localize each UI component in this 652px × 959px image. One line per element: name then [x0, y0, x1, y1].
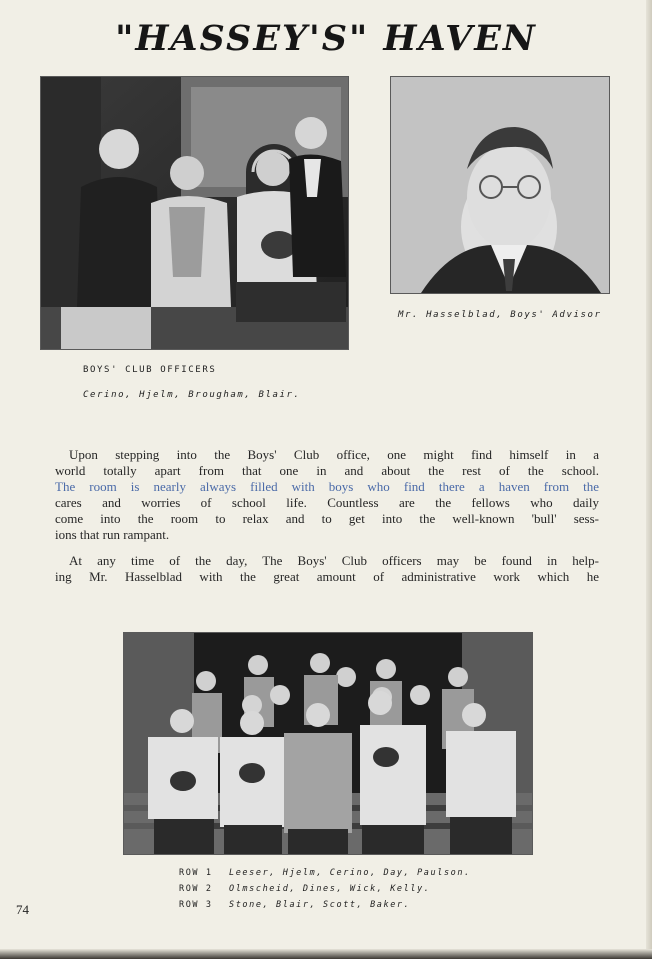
officers-caption-title: BOYS' CLUB OFFICERS: [83, 365, 217, 375]
paragraph-1-line: world totally apart from that one in and about the rest of the school.: [55, 463, 599, 478]
page-title: "HASSEY'S" HAVEN: [115, 18, 537, 59]
page-number: 74: [16, 902, 29, 917]
paragraph-1-line: cares and worries of school life. Countless are the fellows who daily: [55, 495, 599, 510]
paragraph-2-line: ing Mr. Hasselblad with the great amount of administrative work which he: [55, 569, 599, 584]
page-bottom-edge: [0, 949, 652, 959]
page-edge: [646, 0, 652, 959]
advisor-portrait: [390, 76, 610, 294]
paragraph-2: [55, 553, 599, 585]
paragraph-1: [55, 447, 599, 543]
roster-row-names: Stone, Blair, Scott, Baker.: [229, 900, 411, 910]
paragraph-2-line: At any time of the day, The Boys' Club officers may be found in help-: [69, 553, 599, 568]
roster-row-label: ROW 2: [179, 884, 213, 894]
roster-row-2: [179, 884, 431, 894]
roster-row-label: ROW 3: [179, 900, 213, 910]
roster-row-1: [179, 868, 471, 878]
paragraph-1-line: The room is nearly always filled with boys who find there a haven from the: [55, 479, 599, 494]
officers-photo: [40, 76, 349, 350]
roster-row-names: Leeser, Hjelm, Cerino, Day, Paulson.: [229, 868, 471, 878]
group-photo: [123, 632, 533, 855]
officers-caption-names: Cerino, Hjelm, Brougham, Blair.: [83, 390, 301, 400]
paragraph-1-line: ions that run rampant.: [55, 527, 170, 542]
roster-row-names: Olmscheid, Dines, Wick, Kelly.: [229, 884, 431, 894]
roster-row-3: [179, 900, 410, 910]
paragraph-1-line: come into the room to relax and to get into the well-known 'bull' sess-: [55, 511, 599, 526]
advisor-caption: Mr. Hasselblad, Boys' Advisor: [398, 310, 602, 320]
roster-row-label: ROW 1: [179, 868, 213, 878]
paragraph-1-line: Upon stepping into the Boys' Club office, one might find himself in a: [69, 447, 599, 462]
